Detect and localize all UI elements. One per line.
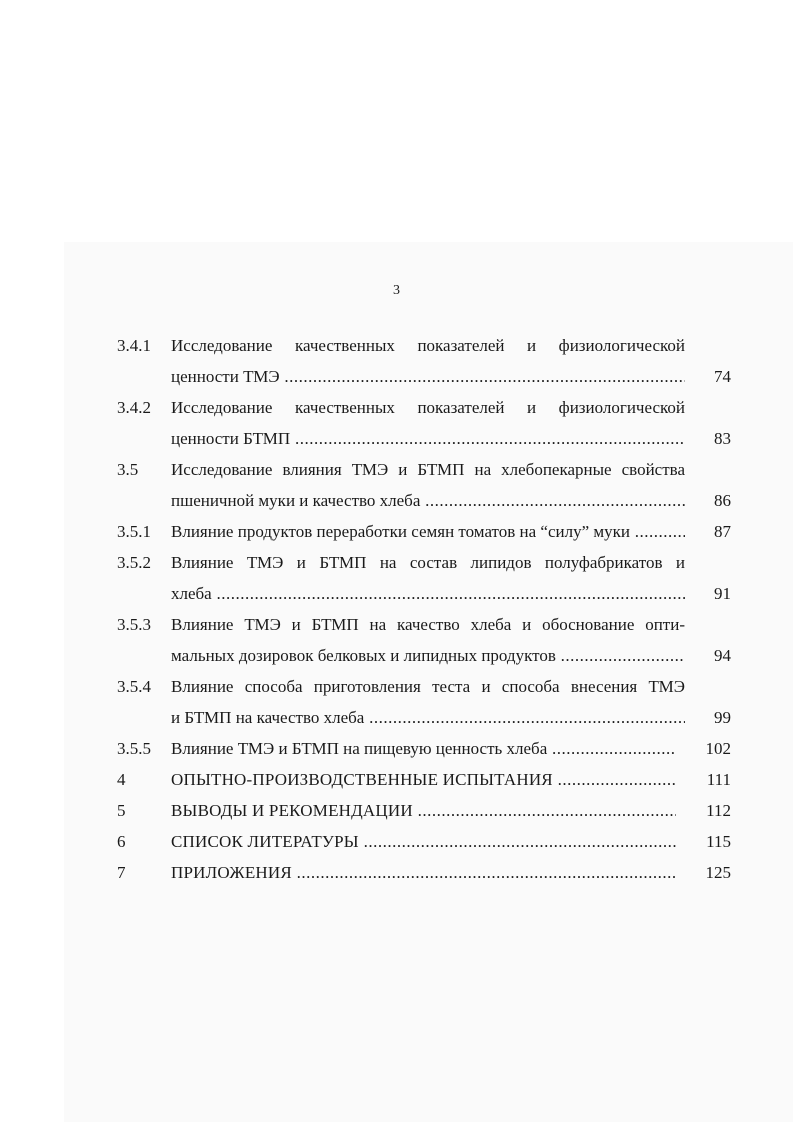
toc-entry-continuation	[0, 578, 793, 609]
toc-entry-page: 111	[706, 770, 731, 789]
toc-entry-page: 87	[714, 522, 731, 541]
toc-entry-title: ценности БТМП .....	[171, 423, 685, 454]
toc-entry-continuation	[0, 361, 793, 392]
toc-entry-title: Влияние продуктов переработки семян томатов на “силу” муки .....	[171, 516, 685, 547]
toc-entry	[0, 764, 793, 795]
toc-entry-page: 115	[706, 832, 731, 851]
toc-entry-continuation	[0, 640, 793, 671]
toc-entry-number: 3.5.1	[117, 522, 151, 541]
toc-entry	[0, 454, 793, 485]
toc-entry-title: Влияние ТМЭ и БТМП на состав липидов полуфабрикатов и	[171, 553, 685, 572]
toc-entry-page: 112	[706, 801, 731, 820]
toc-entry-title: Исследование влияния ТМЭ и БТМП на хлебопекарные свойства	[171, 460, 685, 479]
toc-entry	[0, 671, 793, 702]
toc-entry-title: мальных дозировок белковых и липидных продуктов .....	[171, 640, 685, 671]
toc-entry-title: ПРИЛОЖЕНИЯ .....	[171, 857, 676, 888]
toc-entry	[0, 547, 793, 578]
toc-entry-title: Исследование качественных показателей и физиологической	[171, 398, 685, 417]
toc-entry-number: 3.4.1	[117, 336, 151, 355]
toc-entry-page: 86	[714, 491, 731, 510]
toc-entry-page: 91	[714, 584, 731, 603]
toc-entry-page: 99	[714, 708, 731, 727]
toc-entry-title: хлеба .....	[171, 578, 685, 609]
toc-entry	[0, 826, 793, 857]
toc-entry-title: ВЫВОДЫ И РЕКОМЕНДАЦИИ .....	[171, 795, 676, 826]
toc-entry-number: 3.5	[117, 460, 139, 479]
toc-entry-number: 7	[117, 863, 126, 882]
toc-entry-page: 83	[714, 429, 731, 448]
toc-entry-title: Влияние ТМЭ и БТМП на качество хлеба и обоснование опти-	[171, 615, 685, 634]
toc-entry-page: 94	[714, 646, 731, 665]
toc-entry-title: ОПЫТНО-ПРОИЗВОДСТВЕННЫЕ ИСПЫТАНИЯ .....	[171, 764, 676, 795]
toc-entry-number: 3.5.4	[117, 677, 151, 696]
toc-entry-title: ценности ТМЭ .....	[171, 361, 685, 392]
toc-entry-title: Влияние способа приготовления теста и способа внесения ТМЭ	[171, 677, 685, 696]
toc-entry	[0, 609, 793, 640]
toc-entry-page: 102	[705, 739, 731, 758]
toc-entry-title: пшеничной муки и качество хлеба .....	[171, 485, 685, 516]
toc-entry-number: 3.5.3	[117, 615, 151, 634]
toc-entry-continuation	[0, 423, 793, 454]
toc-entry-continuation	[0, 485, 793, 516]
toc-entry-number: 6	[117, 832, 126, 851]
toc-entry-page: 125	[705, 863, 731, 882]
toc-entry-number: 5	[117, 801, 126, 820]
toc-entry	[0, 516, 793, 547]
toc-entry	[0, 857, 793, 888]
toc-entry-continuation	[0, 702, 793, 733]
toc-entry-page: 74	[714, 367, 731, 386]
toc-entry-title: СПИСОК ЛИТЕРАТУРЫ .....	[171, 826, 676, 857]
toc-entry-number: 4	[117, 770, 126, 789]
toc-entry	[0, 392, 793, 423]
toc-entry	[0, 795, 793, 826]
toc-entry-title: Исследование качественных показателей и физиологической	[171, 336, 685, 355]
page-number: 3	[393, 283, 400, 298]
toc-entry-number: 3.5.2	[117, 553, 151, 572]
toc-entry-title: и БТМП на качество хлеба .....	[171, 702, 685, 733]
toc-entry	[0, 733, 793, 764]
toc-entry	[0, 330, 793, 361]
toc-entry-title: Влияние ТМЭ и БТМП на пищевую ценность хлеба .....	[171, 733, 676, 764]
toc-entry-number: 3.4.2	[117, 398, 151, 417]
toc-entry-number: 3.5.5	[117, 739, 151, 758]
